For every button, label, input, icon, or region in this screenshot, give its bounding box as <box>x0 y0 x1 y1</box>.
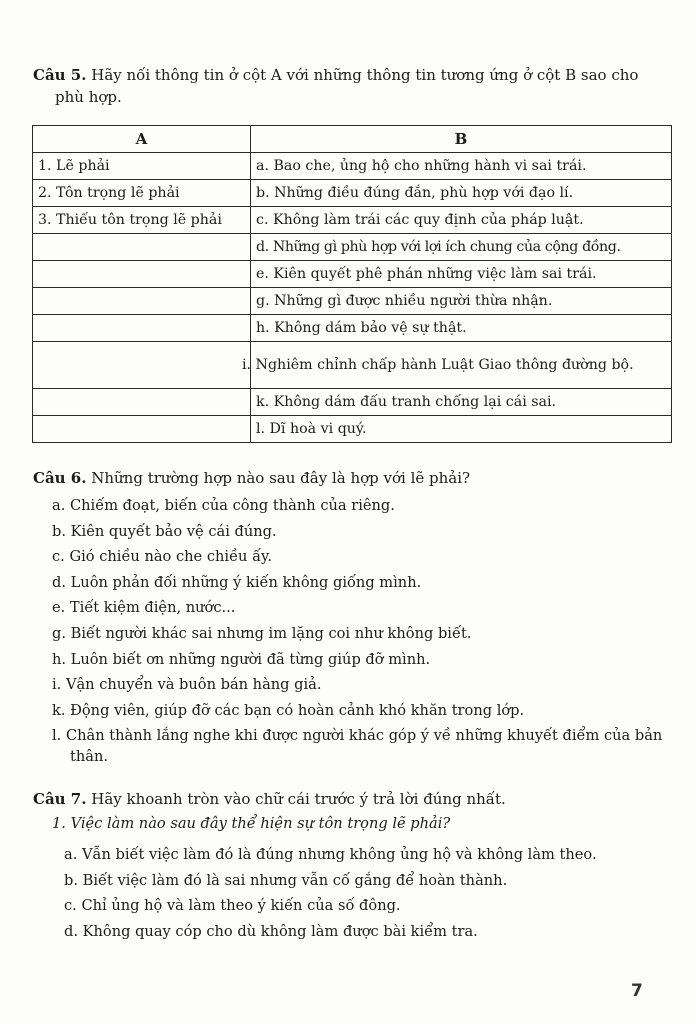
cell-a <box>33 342 251 389</box>
option-item: b. Biết việc làm đó là sai nhưng vẫn cố gắng để hoàn thành. <box>64 871 508 889</box>
cell-b: c. Không làm trái các quy định của pháp luật. <box>251 207 672 234</box>
table-row <box>33 180 672 207</box>
table-row <box>33 315 672 342</box>
option-item: c. Chỉ ủng hộ và làm theo ý kiến của số đông. <box>64 897 401 915</box>
table-row <box>33 288 672 315</box>
question-6-text: Những trường hợp nào sau đây là hợp với lẽ phải? <box>91 469 471 487</box>
column-b-header: B <box>251 126 672 153</box>
option-item: a. Vẫn biết việc làm đó là đúng nhưng không ủng hộ và không làm theo. <box>64 846 597 863</box>
cell-a <box>33 315 251 342</box>
cell-b: b. Những điều đúng đắn, phù hợp với đạo lí. <box>251 180 672 207</box>
question-7-subquestion: 1. Việc làm nào sau đây thể hiện sự tôn trọng lẽ phải? <box>52 815 451 832</box>
page-number: 7 <box>631 981 643 1001</box>
cell-b: h. Không dám bảo vệ sự thật. <box>251 315 672 342</box>
option-item: g. Biết người khác sai nhưng im lặng coi như không biết. <box>52 624 472 642</box>
table-row <box>33 207 672 234</box>
option-item: a. Chiếm đoạt, biến của công thành của riêng. <box>52 497 395 514</box>
option-item: i. Vận chuyển và buôn bán hàng giả. <box>52 676 322 694</box>
option-item: k. Động viên, giúp đỡ các bạn có hoàn cảnh khó khăn trong lớp. <box>52 701 525 719</box>
matching-table <box>32 125 672 443</box>
table-header-row <box>33 126 672 153</box>
cell-b: d. Những gì phù hợp với lợi ích chung của cộng đồng. <box>251 234 672 261</box>
cell-b: i. Nghiêm chỉnh chấp hành Luật Giao thông đường bộ. <box>251 342 672 389</box>
table-row <box>33 416 672 443</box>
question-6-options <box>52 495 677 772</box>
question-7-label: Câu 7. <box>33 790 87 808</box>
question-5-text-cont: phù hợp. <box>55 88 122 106</box>
cell-b: l. Dĩ hoà vi quý. <box>251 416 672 443</box>
cell-a <box>33 261 251 288</box>
table-row <box>33 234 672 261</box>
cell-b: a. Bao che, ủng hộ cho những hành vi sai trái. <box>251 153 672 180</box>
question-5-label: Câu 5. <box>33 66 87 84</box>
cell-b: g. Những gì được nhiều người thừa nhận. <box>251 288 672 315</box>
option-item: d. Luôn phản đối những ý kiến không giống mình. <box>52 573 422 591</box>
cell-a <box>33 416 251 443</box>
question-7 <box>33 788 673 810</box>
table-row <box>33 389 672 416</box>
option-item: l. Chân thành lắng nghe khi được người khác góp ý về những khuyết điểm của bản thân. <box>52 727 663 766</box>
table-row <box>33 342 672 389</box>
option-item: d. Không quay cóp cho dù không làm được bài kiểm tra. <box>64 922 478 940</box>
column-a-header: A <box>33 126 251 153</box>
table-row <box>33 153 672 180</box>
table-row <box>33 261 672 288</box>
cell-a: 2. Tôn trọng lẽ phải <box>33 180 251 207</box>
option-item: c. Gió chiều nào che chiều ấy. <box>52 548 272 566</box>
option-item: b. Kiên quyết bảo vệ cái đúng. <box>52 522 277 540</box>
question-6 <box>33 467 673 489</box>
option-item: e. Tiết kiệm điện, nước... <box>52 599 236 617</box>
question-7-options <box>64 844 674 946</box>
question-5-text: Hãy nối thông tin ở cột A với những thông tin tương ứng ở cột B sao cho <box>91 66 639 84</box>
cell-a: 1. Lẽ phải <box>33 153 251 180</box>
cell-b: e. Kiên quyết phê phán những việc làm sai trái. <box>251 261 672 288</box>
question-6-label: Câu 6. <box>33 469 87 487</box>
cell-a <box>33 234 251 261</box>
cell-a <box>33 389 251 416</box>
option-item: h. Luôn biết ơn những người đã từng giúp đỡ mình. <box>52 650 431 668</box>
question-5 <box>33 64 673 108</box>
cell-a <box>33 288 251 315</box>
cell-b: k. Không dám đấu tranh chống lại cái sai. <box>251 389 672 416</box>
cell-a: 3. Thiếu tôn trọng lẽ phải <box>33 207 251 234</box>
question-7-text: Hãy khoanh tròn vào chữ cái trước ý trả lời đúng nhất. <box>91 790 506 808</box>
